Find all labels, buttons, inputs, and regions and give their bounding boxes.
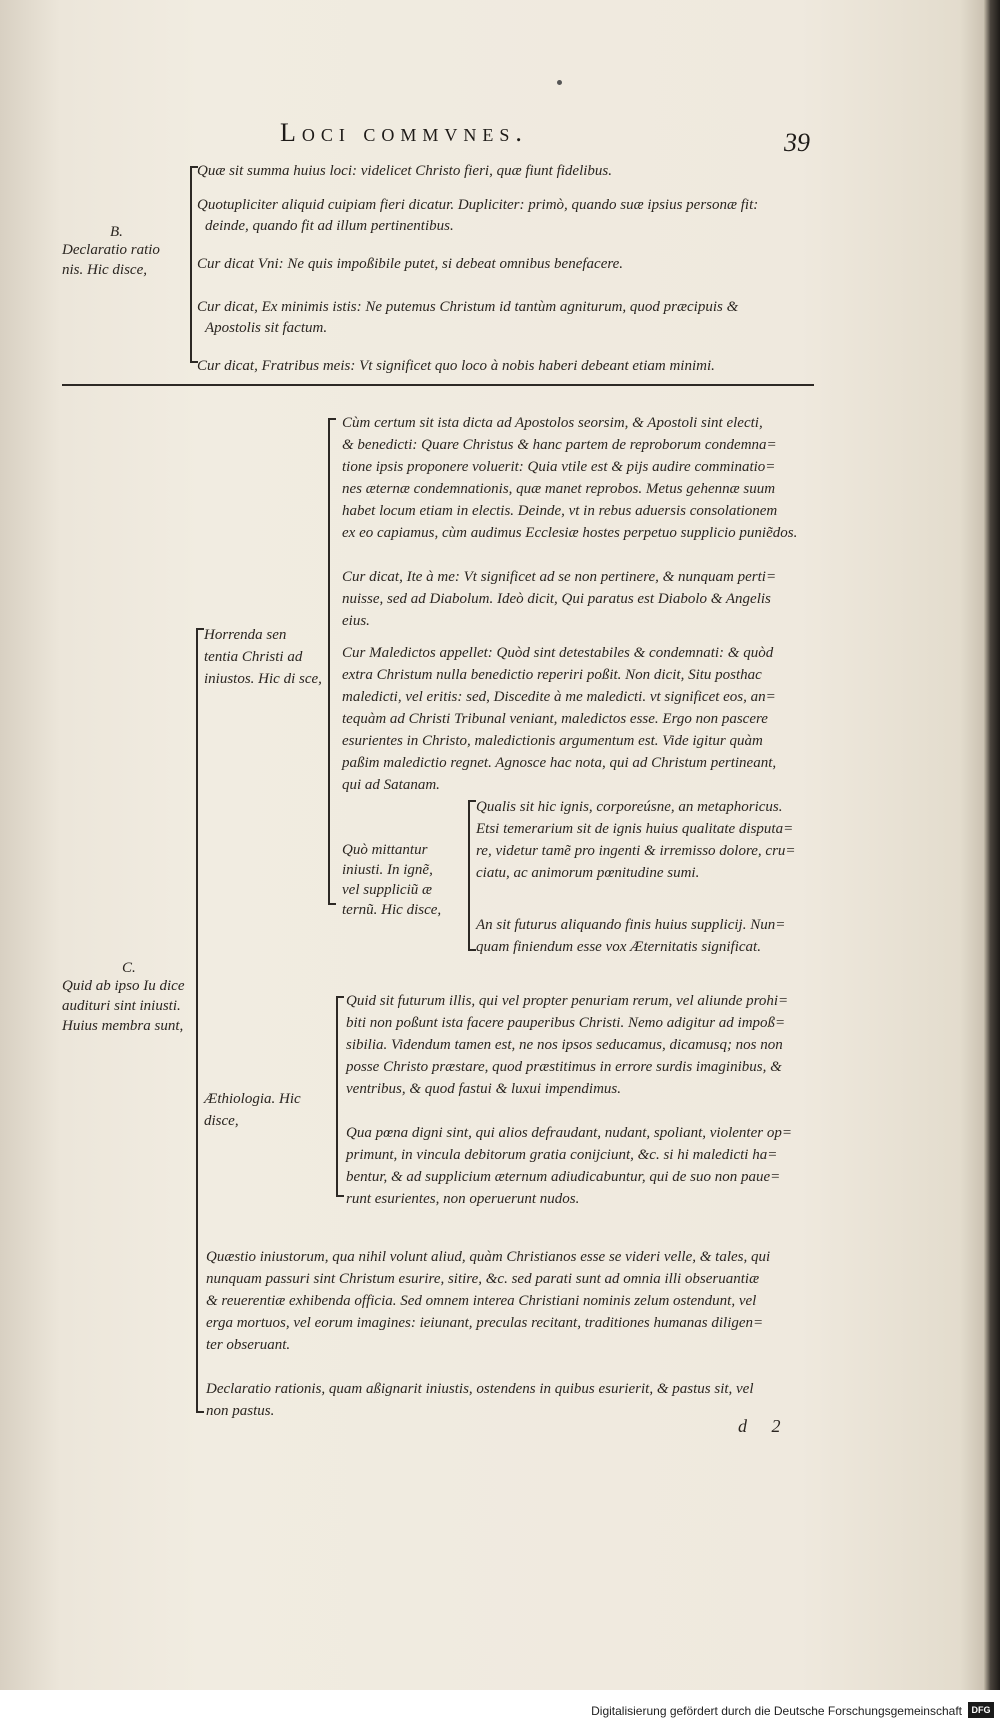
brace-c-bottom <box>196 1411 204 1413</box>
aethiologia-item2-line4: runt esurientes, non operuerunt nudos. <box>346 1191 580 1207</box>
horrenda-item3-line7: qui ad Satanam. <box>342 777 440 793</box>
declaratio-line2: non pastus. <box>206 1403 275 1419</box>
horrenda-item1-line3: tione ipsis proponere voluerit: Quia vtile est & pijs audire comminatio= <box>342 459 776 475</box>
section-b-caption: Declaratio ratio nis. Hic disce, <box>62 242 160 278</box>
section-c-letter: C. <box>122 960 136 976</box>
brace-horrenda <box>328 418 330 904</box>
b-item-3: Cur dicat Vni: Ne quis impoßibile putet, si debeat omnibus benefacere. <box>197 256 624 272</box>
quaestio-line2: nunquam passuri sint Christum esurire, sitire, &c. sed parati sunt ad omnia illi obseruantiæ <box>206 1271 760 1287</box>
book-edge <box>984 0 1000 1724</box>
horrenda-item3-line4: tequàm ad Christi Tribunal veniant, maledictos esse. Ergo non pascere <box>342 711 768 727</box>
aethiologia-item2-line1: Qua pœna digni sint, qui alios defraudant, nudant, spoliant, violenter op= <box>346 1125 792 1141</box>
quaestio-line4: erga mortuos, vel eorum imagines: ieiunant, preculas recitant, traditiones humanas diligen= <box>206 1315 764 1331</box>
an-sit-line2: quam finiendum esse vox Æternitatis significat. <box>476 939 761 955</box>
brace-horrenda-top <box>328 418 336 420</box>
b-item-2: Quotupliciter aliquid cuipiam fieri dicatur. Dupliciter: primò, quando suæ ipsius personæ fit: <box>197 197 759 213</box>
horrenda-item1-line4: nes æternæ condemnationis, quæ manet reprobos. Metus gehennæ suum <box>342 481 776 497</box>
quaestio-line3: & reuerentiæ exhibenda officia. Sed omnem interea Christiani nominis zelum ostendunt, vel <box>206 1293 757 1309</box>
qualis-line2: Etsi temerarium sit de ignis huius qualitate disputa= <box>476 821 794 837</box>
horrenda-item2-line1: Cur dicat, Ite à me: Vt significet ad se non pertinere, & nunquam perti= <box>342 569 777 585</box>
brace-aethiologia-bottom <box>336 1195 344 1197</box>
horrenda-item3-line3: maledicti, vel eritis: sed, Discedite à me maledicti. vt significet eos, an= <box>342 689 776 705</box>
horrenda-item3-line2: extra Christum nulla benedictio reperiri poßit. Non dicit, Situ posthac <box>342 667 762 683</box>
horrenda-item2-line2: nuisse, sed ad Diabolum. Ideò dicit, Qui paratus est Diabolo & Angelis <box>342 591 771 607</box>
horrenda-item1-line6: ex eo capiamus, cùm audimus Ecclesiæ hostes perpetuo supplicio puniẽdos. <box>342 525 798 541</box>
horrenda-item2-line3: eius. <box>342 613 370 629</box>
qualis-line3: re, videtur tamẽ pro ingenti & irremisso dolore, cru= <box>476 843 796 859</box>
qualis-line4: ciatu, ac animorum pœnitudine sumi. <box>476 865 700 881</box>
an-sit-line1: An sit futurus aliquando finis huius supplicij. Nun= <box>476 917 786 933</box>
ink-dot <box>557 80 562 85</box>
footer-credit: Digitalisierung gefördert durch die Deutsche Forschungsgemeinschaft <box>591 1704 962 1718</box>
aethiologia-item1-line4: posse Christo præstare, quod præstitimus in errore surdis imaginibus, & <box>346 1059 782 1075</box>
section-b-letter: B. <box>110 224 123 240</box>
brace-b <box>190 166 192 362</box>
brace-quo-bottom <box>468 949 476 951</box>
section-divider <box>62 384 814 386</box>
dfg-logo: DFG <box>968 1702 994 1718</box>
aethiologia-item1-line5: ventribus, & quod fastui & luxui impendimus. <box>346 1081 621 1097</box>
horrenda-item3-line1: Cur Maledictos appellet: Quòd sint detestabiles & condemnati: & quòd <box>342 645 774 661</box>
signature-mark: d 2 <box>738 1416 791 1436</box>
b-item-1: Quæ sit summa huius loci: videlicet Christo fieri, quæ fiunt fidelibus. <box>197 163 612 179</box>
horrenda-item3-line6: paßim maledictio regnet. Agnosce hac nota, qui ad Christum pertineant, <box>342 755 777 771</box>
aethiologia-item1-line2: biti non poßunt ista facere pauperibus Christi. Nemo adigitur ad impoß= <box>346 1015 786 1031</box>
brace-aethiologia <box>336 996 338 1196</box>
horrenda-item1-line2: & benedicti: Quare Christus & hanc partem de reproborum condemna= <box>342 437 777 453</box>
qualis-line1: Qualis sit hic ignis, corporeúsne, an metaphoricus. <box>476 799 783 815</box>
aethiologia-item1-line1: Quid sit futurum illis, qui vel propter penuriam rerum, vel aliunde prohi= <box>346 993 789 1009</box>
aethiologia-caption: Æthiologia. Hic disce, <box>204 1091 301 1129</box>
brace-quo-top <box>468 800 476 802</box>
section-c-caption: Quid ab ipso Iu dice audituri sint iniusti. Huius membra sunt, <box>62 978 185 1034</box>
b-item-4: Cur dicat, Ex minimis istis: Ne putemus Christum id tantùm agniturum, quod præcipuis & <box>197 299 739 315</box>
horrenda-item3-line5: esurientes in Christo, maledictionis argumentum est. Vide igitur quàm <box>342 733 763 749</box>
b-item-2b: deinde, quando fit ad illum pertinentibus. <box>205 218 454 234</box>
brace-c <box>196 628 198 1412</box>
b-item-5: Cur dicat, Fratribus meis: Vt significet quo loco à nobis haberi debeant etiam minimi. <box>197 358 715 374</box>
horrenda-item1-line5: habet locum etiam in electis. Deinde, vt in rebus aduersis consolationem <box>342 503 778 519</box>
running-head: Loci commvnes. <box>280 118 528 147</box>
aethiologia-item2-line3: bentur, & ad supplicium æternum adiudicabuntur, qui de suo non paue= <box>346 1169 781 1185</box>
page-number: 39 <box>784 128 810 157</box>
brace-quo <box>468 800 470 950</box>
aethiologia-item2-line2: primunt, in vincula debitorum gratia conijciunt, &c. si hi maledicti ha= <box>346 1147 778 1163</box>
quo-mittantur-caption: Quò mittantur iniusti. In ignẽ, vel suppliciũ æ ternũ. Hic disce, <box>342 842 442 918</box>
aethiologia-item1-line3: sibilia. Videndum tamen est, ne nos ipsos seducamus, dicamusq; nos non <box>346 1037 783 1053</box>
horrenda-caption: Horrenda sen tentia Christi ad iniustos. Hic di sce, <box>204 627 322 687</box>
b-item-4b: Apostolis sit factum. <box>205 320 328 336</box>
brace-aethiologia-top <box>336 996 344 998</box>
brace-c-top <box>196 628 204 630</box>
quaestio-line5: ter obseruant. <box>206 1337 291 1353</box>
quaestio-line1: Quæstio iniustorum, qua nihil volunt aliud, quàm Christianos esse se videri velle, & tales, qui <box>206 1249 771 1265</box>
brace-horrenda-bottom <box>328 903 336 905</box>
horrenda-item1-line1: Cùm certum sit ista dicta ad Apostolos seorsim, & Apostoli sint electi, <box>342 415 763 431</box>
declaratio-line1: Declaratio rationis, quam aßignarit iniustis, ostendens in quibus esurierit, & pastus sit, vel <box>206 1381 754 1397</box>
